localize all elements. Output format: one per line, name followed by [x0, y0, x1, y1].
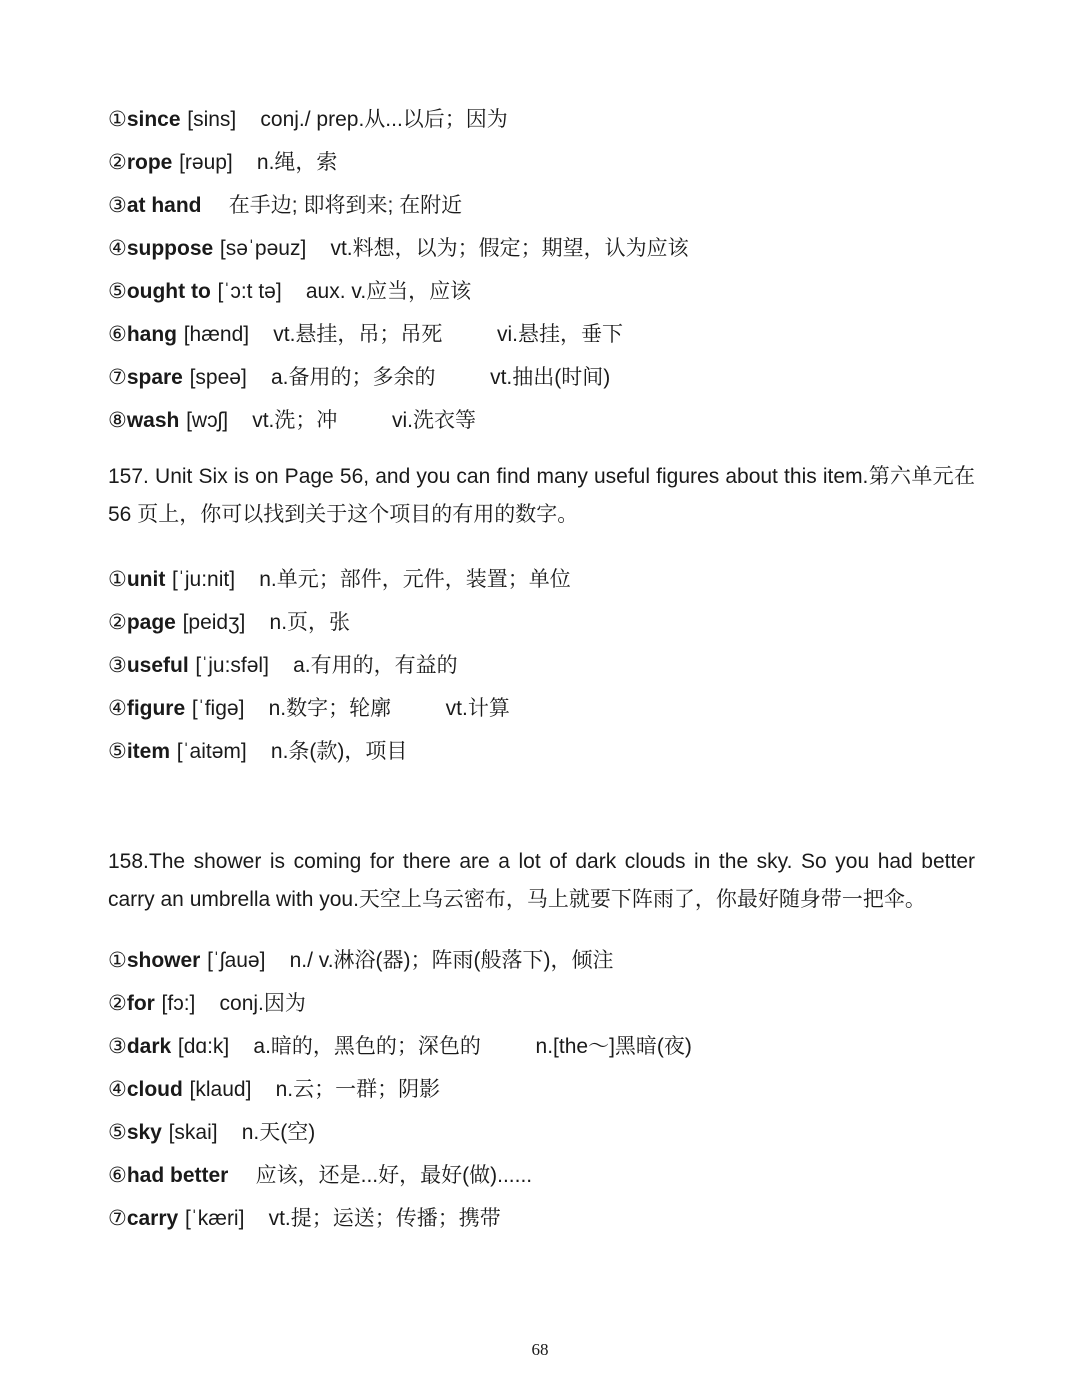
entry-definition: a.暗的，黑色的；深色的 — [253, 1035, 481, 1058]
entry-number: ③ — [108, 194, 127, 217]
sentence-157: 157. Unit Six is on Page 56, and you can find many useful figures about this item.第六单元在 56 页上，你可以找到关于这个项目的有用的数字。 — [108, 465, 975, 526]
entry-number: ⑤ — [108, 1121, 127, 1144]
vocab-entry — [108, 1197, 975, 1240]
entry-word: unit — [126, 568, 166, 591]
entry-word: dark — [126, 1035, 172, 1058]
entry-number: ⑤ — [108, 280, 127, 303]
vocab-entry — [108, 687, 975, 730]
entry-phonetic: [rəup] — [179, 151, 233, 174]
entry-definition: n.条(款)，项目 — [270, 740, 408, 763]
entry-word: rope — [126, 151, 173, 174]
entry-phonetic: [ˈaitəm] — [176, 740, 247, 763]
entry-phonetic: [ˈju:nit] — [172, 568, 236, 591]
entry-definition: vt.计算 — [445, 697, 510, 720]
entry-number: ① — [108, 108, 127, 131]
sentence-158: 158.The shower is coming for there are a lot of dark clouds in the sky. So you had better carry an umbrella with you.天空上乌云密布，马上就要下阵雨了，你最好随身带一把伞。 — [108, 850, 975, 911]
entry-number: ⑦ — [108, 366, 127, 389]
entry-definition: n.绳，索 — [256, 151, 338, 174]
entry-number: ⑤ — [108, 740, 127, 763]
entry-word: suppose — [126, 237, 214, 260]
entry-phonetic: [ˈɔ:t tə] — [217, 280, 282, 303]
vocab-entry — [108, 982, 975, 1025]
entry-definition: 应该，还是...好，最好(做)...... — [255, 1164, 533, 1187]
vocab-entry-group — [108, 939, 975, 1240]
entry-definition: n.页，张 — [269, 611, 351, 634]
entry-word: spare — [126, 366, 183, 389]
entry-number: ③ — [108, 1035, 127, 1058]
entry-definition: n.数字；轮廓 — [268, 697, 392, 720]
vocab-entry — [108, 184, 975, 227]
entry-word: had better — [126, 1164, 229, 1187]
vocab-entry — [108, 227, 975, 270]
vocab-entry — [108, 644, 975, 687]
entry-phonetic: [ˈfigə] — [191, 697, 245, 720]
entry-definition: conj./ prep.从...以后；因为 — [260, 108, 508, 131]
entry-definition: vt.抽出(时间) — [490, 366, 611, 389]
entry-word: shower — [126, 949, 201, 972]
page-number: 68 — [531, 1340, 549, 1359]
vocab-entry — [108, 399, 975, 442]
entry-definition: n./ v.淋浴(器)；阵雨(般落下)，倾注 — [289, 949, 614, 972]
vocab-entry — [108, 730, 975, 773]
entry-definition: 在手边; 即将到来; 在附近 — [228, 194, 463, 217]
entry-word: for — [126, 992, 155, 1015]
vocab-entry — [108, 313, 975, 356]
entry-phonetic: [ˈju:sfəl] — [195, 654, 269, 677]
entry-definition: vt.提；运送；传播；携带 — [268, 1207, 501, 1230]
vocab-entry — [108, 1154, 975, 1197]
entry-word: hang — [126, 323, 177, 346]
vocab-entry — [108, 1025, 975, 1068]
entry-definition: n.单元；部件，元件，装置；单位 — [259, 568, 571, 591]
entry-number: ② — [108, 151, 127, 174]
vocab-entry — [108, 141, 975, 184]
entry-phonetic: [klaud] — [189, 1078, 252, 1101]
entry-word: item — [126, 740, 171, 763]
entry-definition: vt.料想，以为；假定；期望，认为应该 — [330, 237, 689, 260]
entry-definition: vt.洗；冲 — [252, 409, 338, 432]
vocab-entry — [108, 558, 975, 601]
entry-definition: a.有用的，有益的 — [293, 654, 458, 677]
vocab-entry — [108, 1068, 975, 1111]
entry-number: ② — [108, 611, 127, 634]
entry-phonetic: [ˈkæri] — [184, 1207, 245, 1230]
entry-definition: aux. v.应当，应该 — [305, 280, 472, 303]
vocab-entry — [108, 270, 975, 313]
entry-definition: a.备用的；多余的 — [270, 366, 436, 389]
entry-number: ⑧ — [108, 409, 127, 432]
entry-phonetic: [speə] — [189, 366, 247, 389]
entry-phonetic: [səˈpəuz] — [219, 237, 307, 260]
entry-definition: conj.因为 — [219, 992, 306, 1015]
entry-number: ⑥ — [108, 1164, 127, 1187]
entry-phonetic: [dɑ:k] — [177, 1035, 230, 1058]
entry-word: since — [126, 108, 181, 131]
entry-definition: vi.洗衣等 — [391, 409, 476, 432]
entry-word: useful — [126, 654, 189, 677]
vocab-entry — [108, 939, 975, 982]
vocab-entry-group — [108, 558, 975, 773]
entry-phonetic: [peidʒ] — [182, 611, 246, 634]
entry-word: at hand — [126, 194, 202, 217]
entry-word: ought to — [126, 280, 211, 303]
vocab-entry — [108, 601, 975, 644]
entry-definition: n.天(空) — [241, 1121, 316, 1144]
entry-word: carry — [126, 1207, 179, 1230]
entry-word: page — [126, 611, 176, 634]
entry-definition: n.[the～]黑暗(夜) — [535, 1035, 692, 1058]
vocab-entry — [108, 1111, 975, 1154]
entry-word: figure — [126, 697, 186, 720]
entry-number: ④ — [108, 1078, 127, 1101]
entry-number: ② — [108, 992, 127, 1015]
entry-number: ④ — [108, 237, 127, 260]
entry-phonetic: [ˈʃauə] — [207, 949, 266, 972]
entry-phonetic: [skai] — [168, 1121, 218, 1144]
entry-number: ⑦ — [108, 1207, 127, 1230]
entry-word: wash — [126, 409, 180, 432]
entry-phonetic: [sins] — [187, 108, 237, 131]
entry-definition: n.云；一群；阴影 — [275, 1078, 441, 1101]
vocab-entry — [108, 98, 975, 141]
vocab-entry-group — [108, 98, 975, 442]
entry-number: ③ — [108, 654, 127, 677]
entry-word: sky — [126, 1121, 162, 1144]
entry-phonetic: [wɔʃ] — [186, 409, 229, 432]
entry-number: ① — [108, 949, 127, 972]
entry-number: ① — [108, 568, 127, 591]
entry-number: ④ — [108, 697, 127, 720]
entry-definition: vi.悬挂，垂下 — [497, 323, 624, 346]
vocab-entry — [108, 356, 975, 399]
entry-number: ⑥ — [108, 323, 127, 346]
entry-phonetic: [fɔ:] — [161, 992, 196, 1015]
entry-word: cloud — [126, 1078, 183, 1101]
entry-phonetic: [hænd] — [183, 323, 250, 346]
entry-definition: vt.悬挂，吊；吊死 — [273, 323, 443, 346]
